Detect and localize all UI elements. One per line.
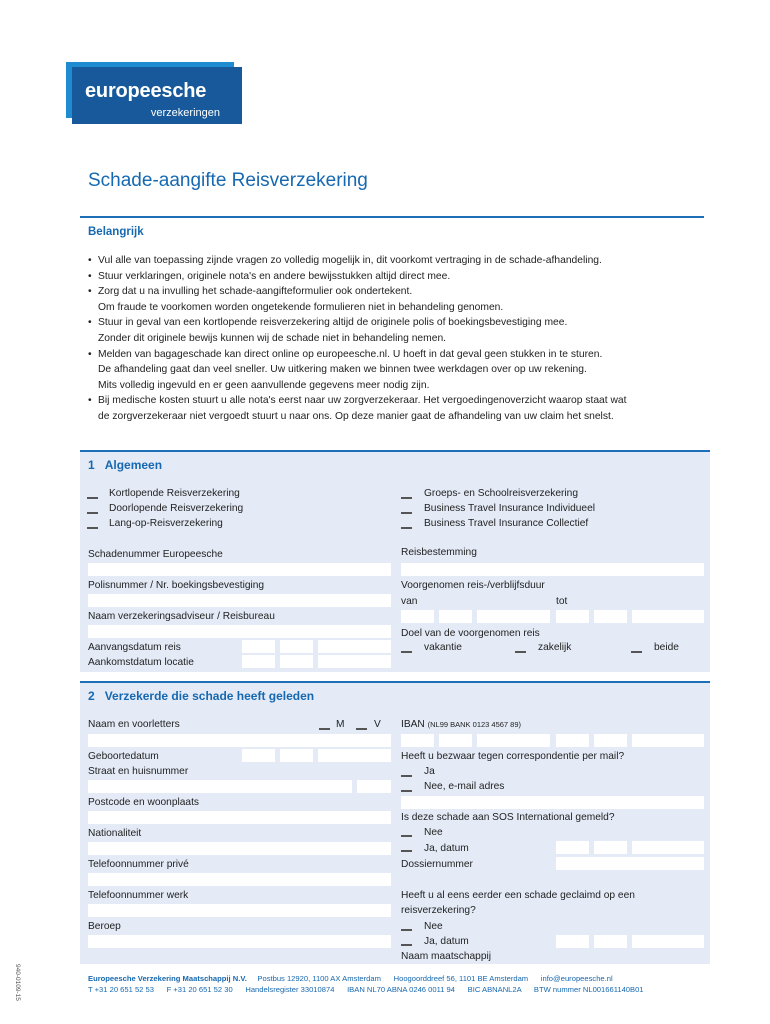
aankomstdatum-year[interactable] [318, 655, 391, 668]
checkbox-beide[interactable] [631, 651, 642, 653]
bullet-line: Om fraude te voorkomen worden ongetekende formulieren niet in behandeling genomen. [98, 301, 504, 313]
iban-block-1[interactable] [401, 734, 434, 747]
section-title-text: Verzekerde die schade heeft geleden [104, 689, 315, 703]
iban-block-6[interactable] [632, 734, 704, 747]
option-label: Kortlopende Reisverzekering [109, 488, 240, 499]
section-number: 2 [88, 689, 95, 703]
label-m: M [336, 719, 345, 730]
bullet-item [88, 253, 703, 269]
bullet-line: De afhandeling gaat dan veel sneller. Uw uitkering maken we binnen twee werkdagen over op uw rekening. [98, 364, 587, 376]
checkbox-sos-nee[interactable] [401, 835, 412, 837]
footer-line-2: T +31 20 651 52 53 F +31 20 651 52 30 Handelsregister 33010874 IBAN NL70 ABNA 0246 0011 94 BIC ABNANL2A BTW nummer NL001661140B01 [88, 985, 644, 994]
eerder-datum-day[interactable] [556, 935, 589, 948]
divider [80, 216, 704, 218]
aankomstdatum-day[interactable] [242, 655, 275, 668]
section-number: 1 [88, 458, 95, 472]
label-sos-vraag: Is deze schade aan SOS International gemeld? [401, 812, 615, 823]
label-maatschappij: Naam maatschappij [401, 951, 492, 962]
option-label: vakantie [424, 642, 462, 653]
geboortedatum-month[interactable] [280, 749, 313, 762]
nationaliteit-field[interactable] [88, 842, 391, 855]
option-label: Nee [424, 827, 443, 838]
sos-datum-year[interactable] [632, 841, 704, 854]
label-schadenummer: Schadenummer Europeesche [88, 549, 223, 560]
logo [66, 62, 242, 124]
aankomstdatum-month[interactable] [280, 655, 313, 668]
important-heading: Belangrijk [88, 226, 144, 238]
label-tel-prive: Telefoonnummer privé [88, 859, 189, 870]
footer [88, 974, 644, 994]
label-dossier: Dossiernummer [401, 859, 473, 870]
schadenummer-field[interactable] [88, 563, 391, 576]
van-year[interactable] [477, 610, 550, 623]
side-code: 940-0109-15 [14, 964, 21, 1001]
footer-company: Europeesche Verzekering Maatschappij N.V. [88, 974, 247, 983]
label-mail-vraag: Heeft u bezwaar tegen correspondentie per mail? [401, 751, 625, 762]
label-naam: Naam en voorletters [88, 719, 180, 730]
tel-werk-field[interactable] [88, 904, 391, 917]
option-label: Ja, datum [424, 936, 469, 947]
checkbox-mail-ja[interactable] [401, 775, 412, 777]
van-day[interactable] [401, 610, 434, 623]
label-geboortedatum: Geboortedatum [88, 751, 159, 762]
polisnummer-field[interactable] [88, 594, 391, 607]
option-label: zakelijk [538, 642, 572, 653]
section-general-title [88, 458, 162, 472]
section-insured [80, 681, 710, 964]
iban-block-4[interactable] [556, 734, 589, 747]
section-general [80, 450, 710, 672]
logo-sub-text: verzekeringen [150, 107, 220, 119]
naam-field[interactable] [88, 734, 391, 747]
label-eerder-vraag: Heeft u al eens eerder een schade geclaimd op een [401, 890, 635, 901]
bullet-line: • Zorg dat u na invulling het schade-aangifteformulier ook ondertekent. [98, 286, 413, 298]
section-insured-title [88, 689, 314, 703]
label-reisduur: Voorgenomen reis-/verblijfsduur [401, 580, 545, 591]
eerder-datum-year[interactable] [632, 935, 704, 948]
van-month[interactable] [439, 610, 472, 623]
section-title-text: Algemeen [104, 458, 163, 472]
option-label: Nee, e-mail adres [424, 781, 505, 792]
logo-main-text: europeesche [85, 80, 207, 102]
bullet-line: Zonder dit originele bewijs kunnen wij de schade niet in behandeling nemen. [98, 332, 447, 344]
iban-block-3[interactable] [477, 734, 550, 747]
bullet-item [88, 347, 703, 394]
beroep-field[interactable] [88, 935, 391, 948]
label-doel: Doel van de voorgenomen reis [401, 628, 540, 639]
label-nationaliteit: Nationaliteit [88, 828, 142, 839]
sos-datum-month[interactable] [594, 841, 627, 854]
label-beroep: Beroep [88, 921, 121, 932]
label-van: van [401, 596, 418, 607]
checkbox-zakelijk[interactable] [515, 651, 526, 653]
iban-text: IBAN [401, 719, 425, 730]
aanvangsdatum-day[interactable] [242, 640, 275, 653]
bullet-line: • Stuur verklaringen, originele nota's en andere bewijsstukken altijd direct mee. [98, 270, 451, 282]
bullet-line: Mits volledig ingevuld en er geen aanvullende gegevens meer nodig zijn. [98, 379, 430, 391]
logo-front-shape [72, 67, 242, 124]
important-bullets [88, 253, 703, 425]
checkbox-kortlopend[interactable] [87, 497, 98, 499]
checkbox-lang-op-reis[interactable] [87, 527, 98, 529]
aanvangsdatum-year[interactable] [318, 640, 391, 653]
bullet-item [88, 315, 703, 346]
iban-block-2[interactable] [439, 734, 472, 747]
label-polisnummer: Polisnummer / Nr. boekingsbevestiging [88, 580, 265, 591]
bullet-item [88, 284, 703, 315]
checkbox-vakantie[interactable] [401, 651, 412, 653]
eerder-datum-month[interactable] [594, 935, 627, 948]
email-field[interactable] [401, 796, 704, 809]
bullet-line: • Stuur in geval van een kortlopende reisverzekering altijd de originele polis of boekingsbevestiging mee. [98, 317, 568, 329]
label-aanvangsdatum: Aanvangsdatum reis [88, 642, 181, 653]
option-label: Doorlopende Reisverzekering [109, 503, 244, 514]
adviseur-field[interactable] [88, 625, 391, 638]
bullet-line: • Melden van bagageschade kan direct online op europeesche.nl. U hoeft in dat geval geen stukken in te sturen. [98, 348, 603, 360]
label-reisbestemming: Reisbestemming [401, 547, 477, 558]
option-label: Ja [424, 766, 435, 777]
checkbox-m[interactable] [319, 728, 330, 730]
label-postcode: Postcode en woonplaats [88, 797, 200, 808]
tot-day[interactable] [556, 610, 589, 623]
aanvangsdatum-month[interactable] [280, 640, 313, 653]
tot-month[interactable] [594, 610, 627, 623]
label-aankomstdatum: Aankomstdatum locatie [88, 657, 194, 668]
option-label: Groeps- en Schoolreisverzekering [424, 488, 579, 499]
checkbox-v[interactable] [356, 728, 367, 730]
page-title: Schade-aangifte Reisverzekering [88, 170, 368, 191]
option-label: Ja, datum [424, 843, 469, 854]
label-eerder-vraag: reisverzekering? [401, 905, 476, 916]
tot-year[interactable] [632, 610, 704, 623]
checkbox-doorlopend[interactable] [87, 512, 98, 514]
option-label: Business Travel Insurance Collectief [424, 518, 589, 529]
bullet-line: de zorgverzekeraar niet vergoedt stuurt u naar ons. Op deze manier gaat de afhandeling van uw claim het snelst. [98, 410, 614, 422]
geboortedatum-year[interactable] [318, 749, 391, 762]
option-label: Nee [424, 921, 443, 932]
label-iban [401, 719, 521, 730]
checkbox-eerder-ja[interactable] [401, 944, 412, 946]
geboortedatum-day[interactable] [242, 749, 275, 762]
checkbox-sos-ja[interactable] [401, 850, 412, 852]
tel-prive-field[interactable] [88, 873, 391, 886]
label-adviseur: Naam verzekeringsadviseur / Reisbureau [88, 611, 275, 622]
iban-block-5[interactable] [594, 734, 627, 747]
checkbox-eerder-nee[interactable] [401, 929, 412, 931]
label-tot: tot [556, 596, 568, 607]
footer-address: Postbus 12920, 1100 AX Amsterdam Hoogoorddreef 56, 1101 BE Amsterdam info@europeesche.nl [257, 974, 613, 983]
checkbox-groeps[interactable] [401, 497, 412, 499]
postcode-field[interactable] [88, 811, 391, 824]
label-straat: Straat en huisnummer [88, 766, 189, 777]
footer-line-1 [88, 974, 644, 983]
label-tel-werk: Telefoonnummer werk [88, 890, 189, 901]
bullet-line: • Vul alle van toepassing zijnde vragen zo volledig mogelijk in, dit voorkomt vertraging in de schade-afhandeling. [98, 255, 602, 266]
checkbox-mail-nee[interactable] [401, 790, 412, 792]
option-label: Lang-op-Reisverzekering [109, 518, 223, 529]
sos-datum-day[interactable] [556, 841, 589, 854]
reisbestemming-field[interactable] [401, 563, 704, 576]
checkbox-bti-individueel[interactable] [401, 512, 412, 514]
bullet-item [88, 393, 703, 424]
bullet-item [88, 269, 703, 285]
huisnummer-field[interactable] [357, 780, 391, 793]
checkbox-bti-collectief[interactable] [401, 527, 412, 529]
bullet-line: • Bij medische kosten stuurt u alle nota's eerst naar uw zorgverzekeraar. Het vergoedingenoverzicht waarop staat wat [98, 395, 627, 407]
straat-field[interactable] [88, 780, 352, 793]
label-v: V [374, 719, 381, 730]
dossier-field[interactable] [556, 857, 704, 870]
option-label: Business Travel Insurance Individueel [424, 503, 596, 514]
iban-hint: (NL99 BANK 0123 4567 89) [427, 720, 522, 729]
option-label: beide [654, 642, 679, 653]
